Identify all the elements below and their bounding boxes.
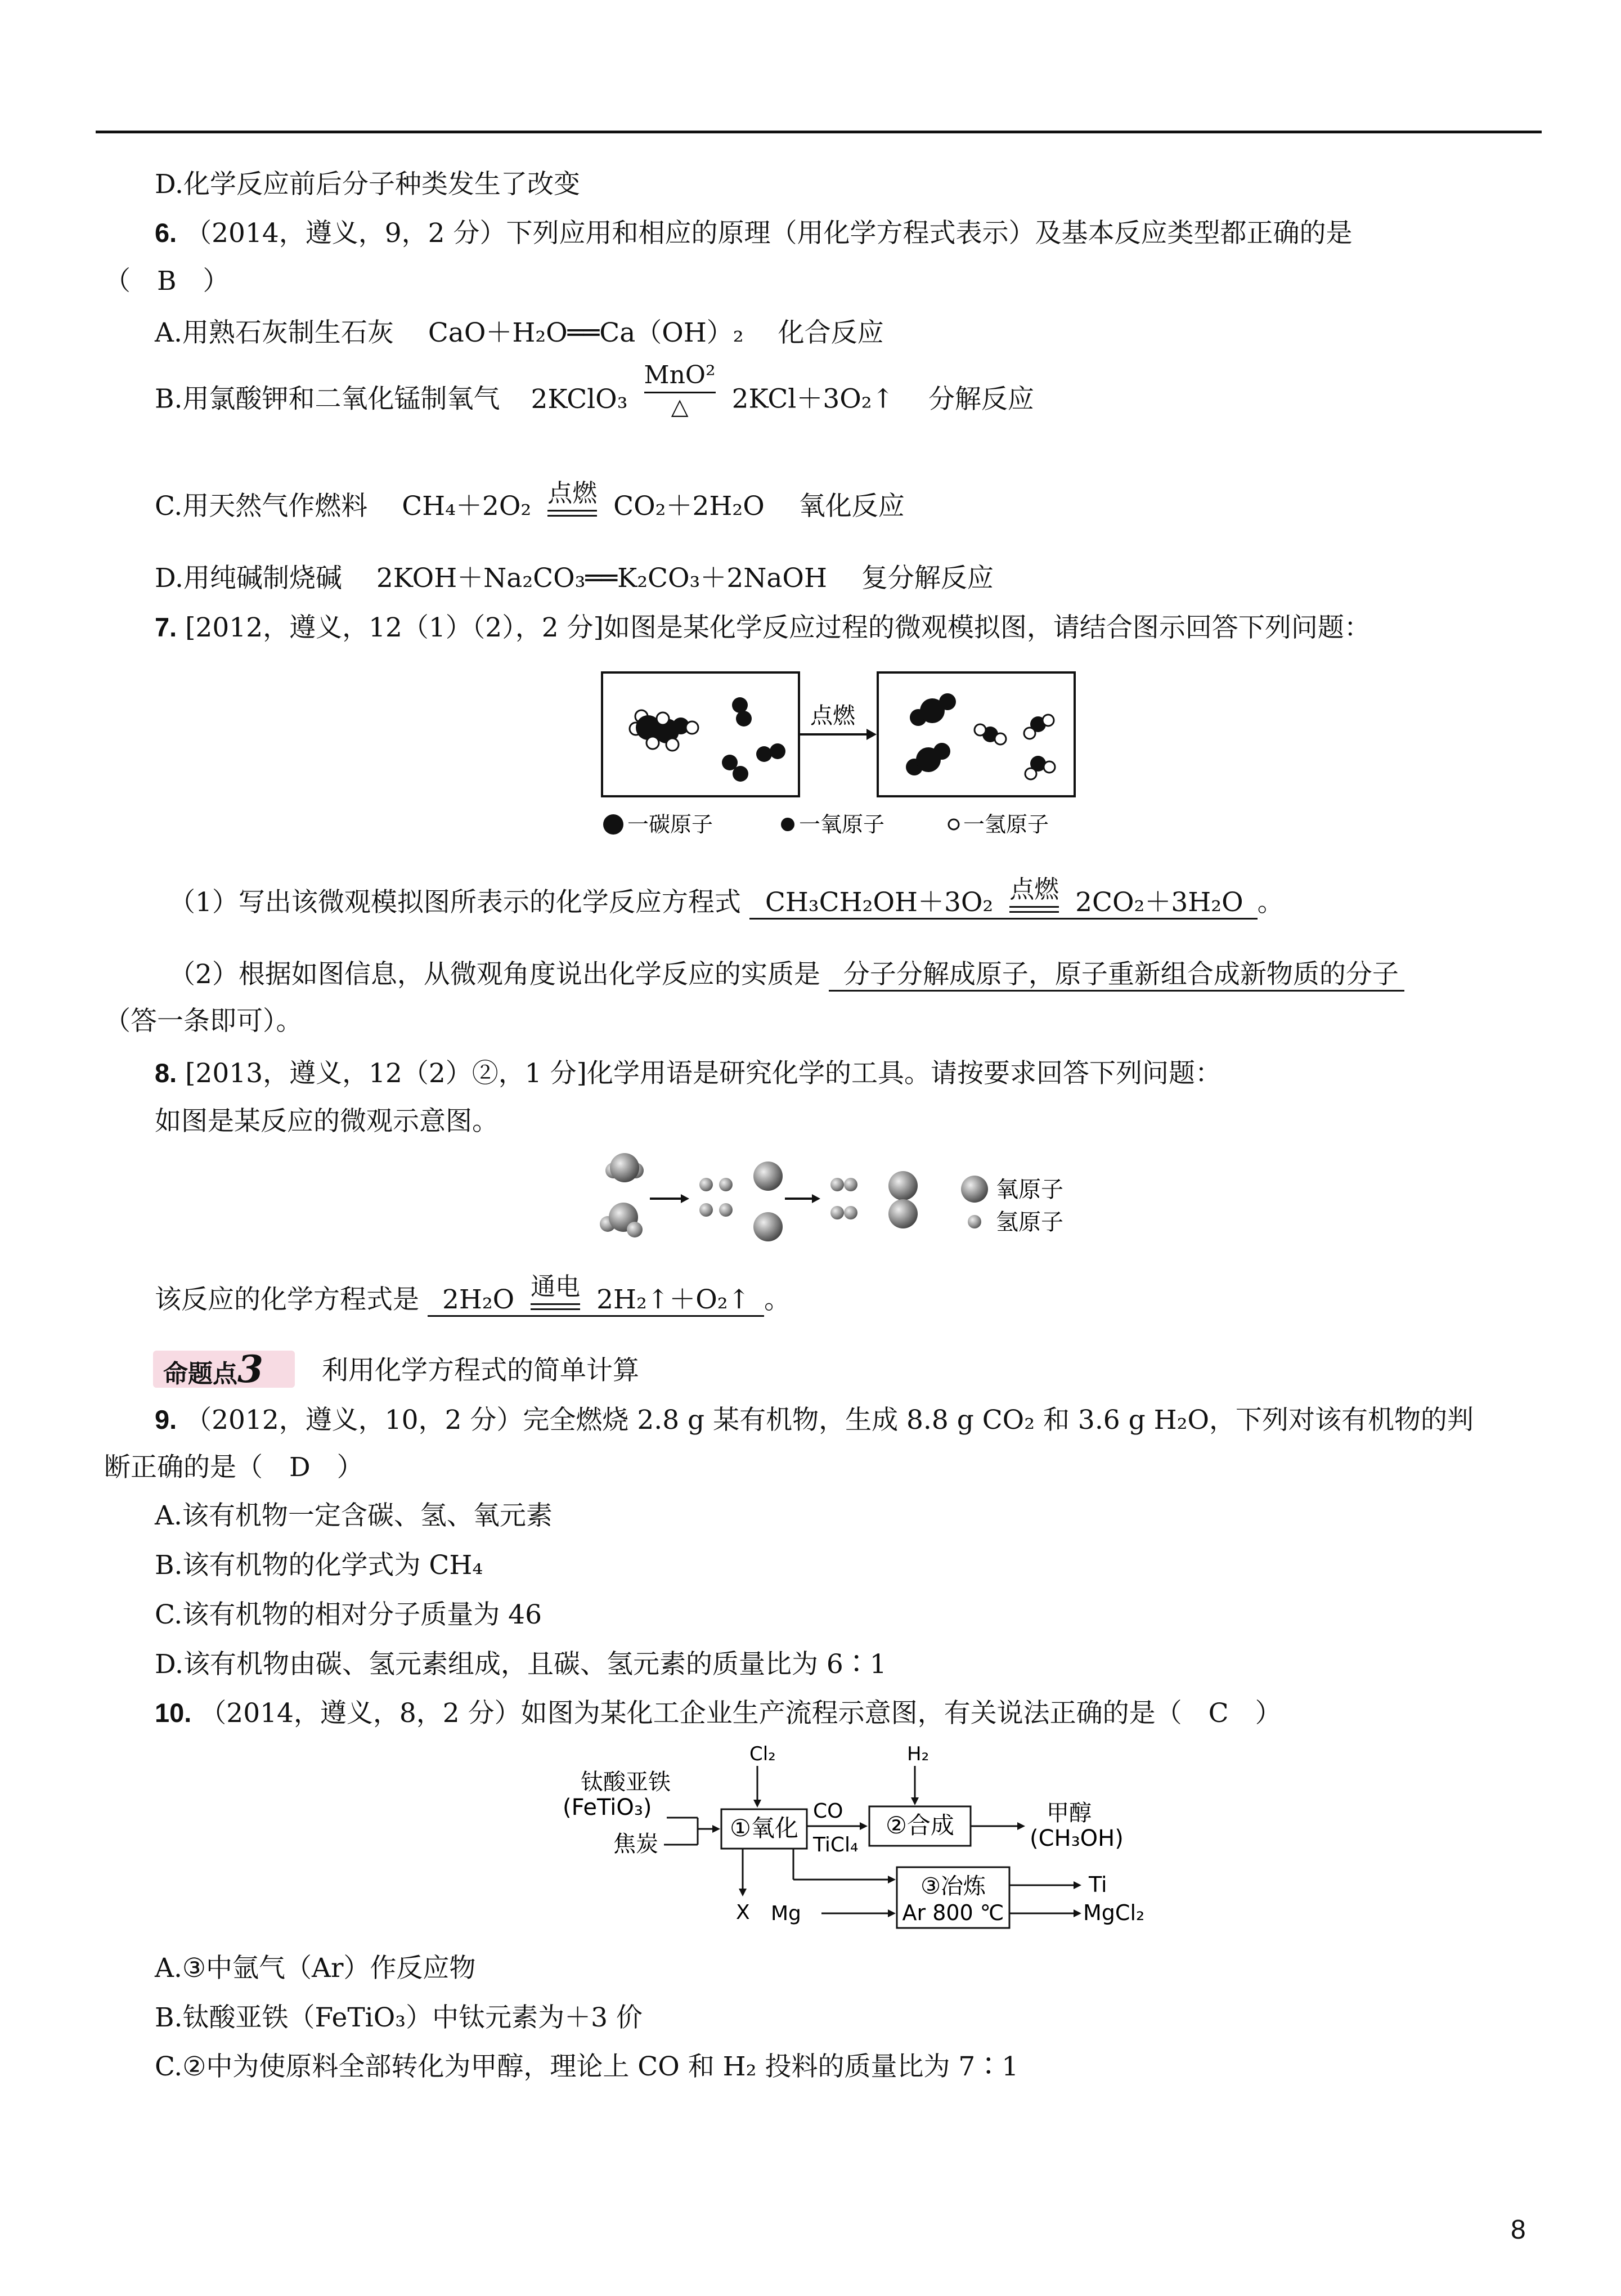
water-molecules-reactant <box>600 1153 644 1237</box>
label-x: X <box>736 1901 750 1924</box>
q6-option-c <box>155 479 905 527</box>
q6-a-label: A.用熟石灰制生石灰 <box>155 317 394 348</box>
q8-stem-text: [2013，遵义，12（2）②，1 分]化学用语是研究化学的工具。请按要求回答下列问题： <box>185 1058 1222 1089</box>
q6-b-label: B.用氯酸钾和二氧化锰制氧气 <box>155 383 500 415</box>
q9-stem <box>155 1403 1474 1437</box>
svg-text:Ar 800 ℃: Ar 800 ℃ <box>902 1900 1004 1925</box>
input-fetio3: (FeTiO₃) <box>563 1795 652 1820</box>
section-number: 3 <box>237 1347 263 1391</box>
q7-stem <box>155 611 1371 645</box>
svg-text:③冶炼: ③冶炼 <box>920 1873 986 1899</box>
output-ch3oh: (CH₃OH) <box>1030 1826 1124 1851</box>
oxygen-molecules <box>722 697 785 782</box>
q6-option-b <box>155 361 1034 430</box>
q7-legend <box>603 812 1049 837</box>
legend-hydrogen: 氢原子 <box>996 1209 1063 1235</box>
q6-c-right: CO₂＋2H₂O <box>613 491 765 522</box>
q8-intro: 如图是某反应的微观示意图。 <box>155 1106 499 1137</box>
q9-stem-text: （2012，遵义，10，2 分）完全燃烧 2.8 g 某有机物，生成 8.8 g CO₂ 和 3.6 g H₂O，下列对该有机物的判 <box>185 1405 1474 1436</box>
label-cl2: Cl₂ <box>749 1745 776 1765</box>
q7-p1-cond-top: 点燃 <box>1009 875 1059 904</box>
q6-b-cond-bottom: △ <box>671 394 689 420</box>
q6-b-condition <box>644 361 716 420</box>
q6-stem <box>155 216 1353 250</box>
q6-d-type: 复分解反应 <box>861 563 994 594</box>
q7-part1: （1）写出该微观模拟图所表示的化学反应方程式 CH₃CH₂OH＋3O₂ 点燃 2CO₂＋3H₂O 。 <box>169 886 1284 923</box>
q7-p2-prefix: （2）根据如图信息，从微观角度说出化学反应的实质是 <box>169 959 820 990</box>
q10-option-a: A.③中氩气（Ar）作反应物 <box>155 1953 476 1984</box>
legend-hydrogen: 一氢原子 <box>963 812 1049 837</box>
q6-number: 6. <box>155 218 177 248</box>
arrow-label: 点燃 <box>810 703 855 729</box>
separated-atoms <box>699 1162 783 1241</box>
section-badge: 命题点3 <box>153 1351 295 1388</box>
q7-micro-diagram <box>596 667 1092 847</box>
q6-d-equation: 2KOH＋Na₂CO₃══K₂CO₃＋2NaOH <box>376 563 827 594</box>
section-title: 利用化学方程式的简单计算 <box>322 1355 639 1386</box>
carbon-atom-icon <box>603 814 623 835</box>
q6-a-equation: CaO＋H₂O══Ca（OH）₂ <box>428 317 744 348</box>
q9-option-b: B.该有机物的化学式为 CH₄ <box>155 1550 483 1581</box>
water-molecules <box>975 715 1055 779</box>
q10-flow-diagram <box>557 1745 1153 1936</box>
q7-p1-left: CH₃CH₂OH＋3O₂ <box>765 887 994 918</box>
q10-option-c: C.②中为使原料全部转化为甲醇，理论上 CO 和 H₂ 投料的质量比为 7∶1 <box>155 2051 1019 2082</box>
q8-eq-prefix: 该反应的化学方程式是 <box>155 1284 419 1315</box>
q7-p2-answer: 分子分解成原子，原子重新组合成新物质的分子 <box>829 959 1404 992</box>
q7-p1-prefix: （1）写出该微观模拟图所表示的化学反应方程式 <box>169 887 741 918</box>
q7-stem-text: [2012，遵义，12（1）（2），2 分]如图是某化学反应过程的微观模拟图，请结合图示回答下列问题： <box>185 612 1371 643</box>
q8-eq-condition <box>531 1273 580 1310</box>
q9-option-c: C.该有机物的相对分子质量为 46 <box>155 1599 542 1630</box>
svg-text:②合成: ②合成 <box>886 1811 954 1839</box>
q10-stem-text: （2014，遵义，8，2 分）如图为某化工企业生产流程示意图，有关说法正确的是（ C ） <box>200 1698 1282 1729</box>
q8-eq-left: 2H₂O <box>442 1284 515 1315</box>
q6-option-a <box>155 316 884 350</box>
q6-answer: （ B ） <box>104 266 230 297</box>
q8-micro-diagram <box>591 1151 1108 1246</box>
co2-molecules <box>906 693 956 775</box>
input-ferrous-titanate: 钛酸亚铁 <box>581 1769 671 1795</box>
q6-c-condition <box>547 479 597 517</box>
q10-stem <box>155 1696 1282 1730</box>
oxygen-atom-icon <box>961 1176 988 1203</box>
q6-c-left: CH₄＋2O₂ <box>402 491 532 522</box>
q9-stem-cont: 断正确的是（ D ） <box>104 1452 363 1483</box>
q10-option-b: B.钛酸亚铁（FeTiO₃）中钛元素为＋3 价 <box>155 2002 643 2033</box>
q8-number: 8. <box>155 1058 177 1088</box>
output-ti: Ti <box>1089 1872 1107 1897</box>
q6-c-label: C.用天然气作燃料 <box>155 491 368 522</box>
svg-text:①氧化: ①氧化 <box>730 1814 798 1842</box>
oxygen-atom-icon <box>781 818 794 831</box>
q6-c-cond-top: 点燃 <box>547 479 598 508</box>
q7-number: 7. <box>155 612 177 642</box>
q8-equation: 该反应的化学方程式是 2H₂O 通电 2H₂↑＋O₂↑ 。 <box>155 1283 791 1320</box>
output-methanol: 甲醇 <box>1047 1800 1092 1826</box>
q6-b-left: 2KClO₃ <box>531 383 628 415</box>
label-ticl4: TiCl₄ <box>813 1833 859 1856</box>
header-rule <box>96 131 1542 133</box>
q6-option-d <box>155 562 994 595</box>
q9-option-d: D.该有机物由碳、氢元素组成，且碳、氢元素的质量比为 6∶1 <box>155 1649 887 1680</box>
legend-oxygen: 氧原子 <box>996 1177 1063 1203</box>
hydrogen-atom-icon <box>968 1215 981 1228</box>
legend-carbon: 一碳原子 <box>627 812 713 837</box>
ethanol-molecule <box>630 710 698 751</box>
q7-p1-answer <box>749 875 1258 920</box>
q9-option-a: A.该有机物一定含碳、氢、氧元素 <box>155 1500 553 1531</box>
input-coke: 焦炭 <box>613 1831 658 1857</box>
q8-stem <box>155 1056 1222 1091</box>
q6-b-cond-top: MnO² <box>644 361 716 389</box>
q8-eq-cond-top: 通电 <box>531 1272 581 1301</box>
q10-number: 10. <box>155 1698 192 1728</box>
label-co: CO <box>813 1800 843 1823</box>
q6-a-type: 化合反应 <box>778 317 884 348</box>
q8-eq-right: 2H₂↑＋O₂↑ <box>596 1284 750 1315</box>
q6-b-right: 2KCl＋3O₂↑ <box>731 383 894 415</box>
output-mgcl2: MgCl₂ <box>1083 1900 1145 1925</box>
q7-p1-right: 2CO₂＋3H₂O <box>1075 887 1243 918</box>
q6-stem-text: （2014，遵义，9，2 分）下列应用和相应的原理（用化学方程式表示）及基本反应类型都正确的是 <box>185 218 1353 249</box>
q6-b-type: 分解反应 <box>928 383 1034 415</box>
q6-c-type: 氧化反应 <box>798 491 905 522</box>
hydrogen-atom-icon <box>949 819 959 829</box>
q7-p2-suffix: （答一条即可）。 <box>104 1006 303 1037</box>
q9-number: 9. <box>155 1405 177 1434</box>
page-number: 8 <box>1511 2215 1526 2245</box>
label-mg: Mg <box>771 1902 801 1925</box>
q7-p1-condition <box>1009 876 1059 913</box>
legend-oxygen: 一氧原子 <box>799 812 885 837</box>
q7-part2 <box>169 958 1404 992</box>
product-molecules <box>830 1171 918 1228</box>
q6-d-label: D.用纯碱制烧碱 <box>155 563 342 594</box>
label-h2: H₂ <box>907 1745 930 1765</box>
q5-option-d: D.化学反应前后分子种类发生了改变 <box>155 169 580 200</box>
